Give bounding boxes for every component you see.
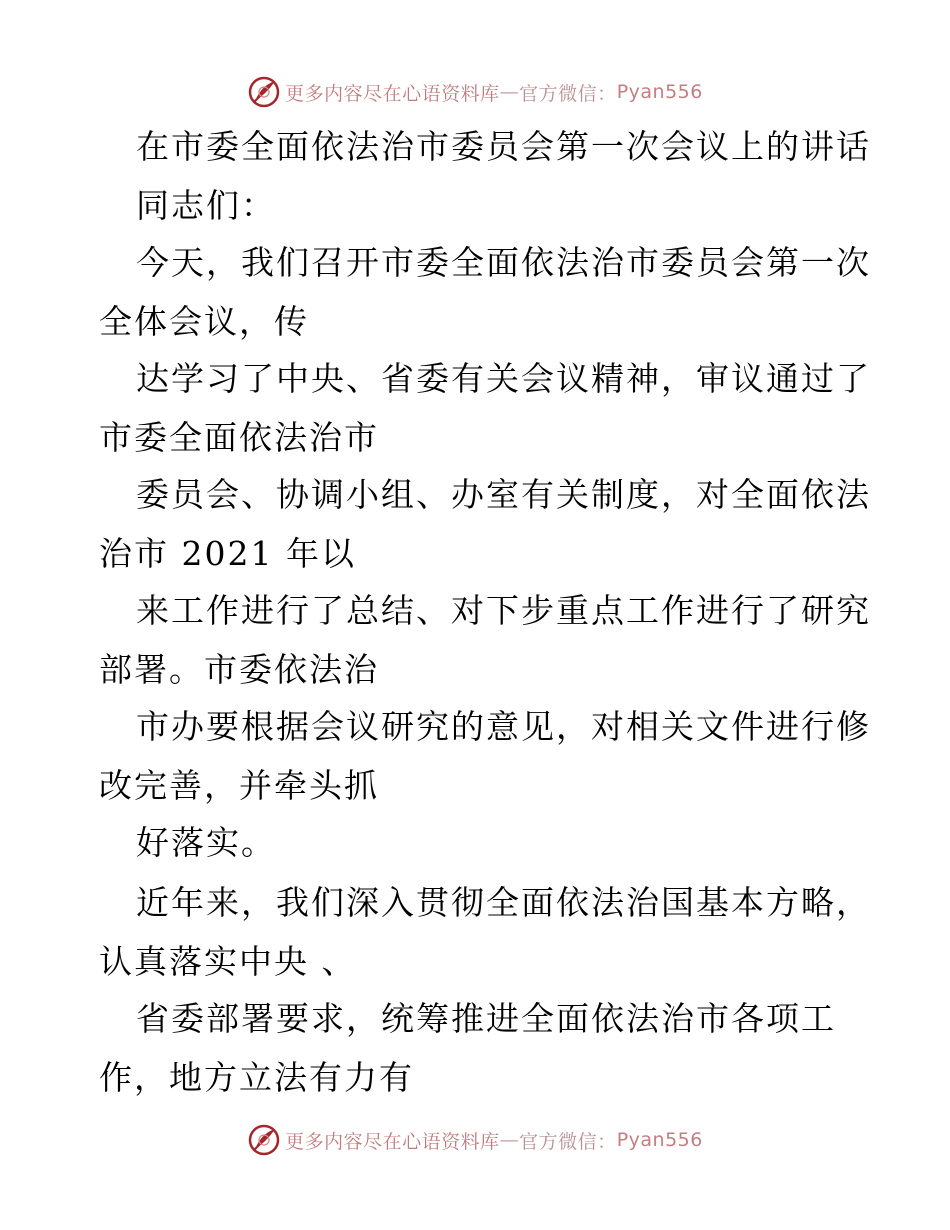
paragraph-line: 市委全面依法治市 [99, 418, 379, 457]
footer-watermark-banner [0, 1120, 950, 1160]
paragraph-line: 近年来，我们深入贯彻全面依法治国基本方略， [136, 883, 871, 922]
paragraph-line: 治市 2021 年以 [99, 534, 356, 573]
header-watermark-banner [0, 72, 950, 112]
paragraph-line: 委员会、协调小组、办室有关制度，对全面依法 [136, 475, 871, 514]
paragraph-line: 市办要根据会议研究的意见，对相关文件进行修 [136, 707, 871, 746]
paragraph-line: 今天，我们召开市委全面依法治市委员会第一次 [136, 243, 871, 282]
quill-logo-icon [247, 1123, 281, 1157]
paragraph-line: 全体会议，传 [99, 302, 309, 341]
paragraph-line: 好落实。 [136, 823, 276, 862]
banner-wechat-id: Pyan556 [616, 81, 703, 103]
document-title: 在市委全面依法治市委员会第一次会议上的讲话 [136, 127, 871, 166]
quill-logo-icon [247, 75, 281, 109]
banner-wechat-id: Pyan556 [616, 1129, 703, 1151]
paragraph-line: 作，地方立法有力有 [99, 1058, 414, 1097]
paragraph-line: 省委部署要求，统筹推进全面依法治市各项工 [136, 999, 836, 1038]
paragraph-line: 达学习了中央、省委有关会议精神，审议通过了 [136, 359, 871, 398]
salutation: 同志们： [136, 186, 276, 225]
banner-wechat-label: 官方微信： [519, 82, 617, 105]
banner-wechat-label: 官方微信： [519, 1130, 617, 1153]
banner-site-text: 更多内容尽在心语资料库 [285, 82, 500, 105]
paragraph-line: 部署。市委依法治 [99, 650, 379, 689]
banner-separator: — [499, 81, 520, 103]
banner-site-text: 更多内容尽在心语资料库 [285, 1130, 500, 1153]
paragraph-line: 改完善，并牵头抓 [99, 766, 379, 805]
paragraph-line: 来工作进行了总结、对下步重点工作进行了研究 [136, 591, 871, 630]
banner-separator: — [499, 1129, 520, 1151]
paragraph-line: 认真落实中央 、 [99, 942, 357, 981]
